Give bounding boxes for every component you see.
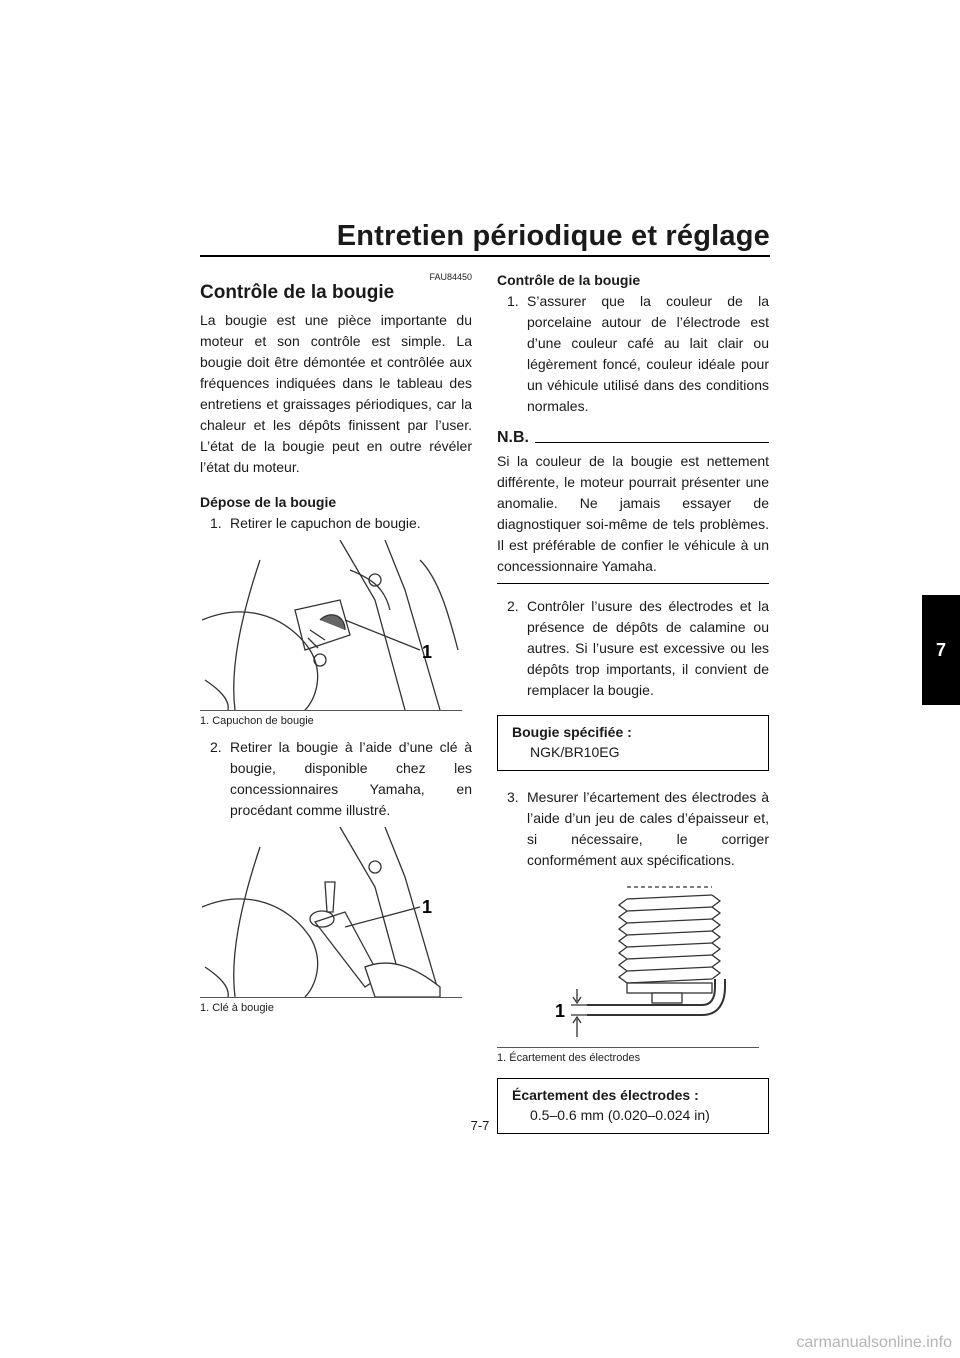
inspection-heading: Contrôle de la bougie (497, 272, 641, 288)
figure-1-caption: 1. Capuchon de bougie (200, 715, 314, 727)
spec-spark-plug-value: NGK/BR10EG (530, 744, 620, 760)
figure-2-callout: 1 (422, 897, 433, 917)
figure-spark-plug-cap (200, 540, 462, 711)
nb-text: Si la couleur de la bougie est nettement différente, le moteur pourrait présenter une anomalie. Ne jamais essayer de diagnostiquer soi-même de tels problèmes. Il est préférable de confier le véhicule à un concessionnaire Yamaha. (497, 453, 769, 574)
figure-2-caption: 1. Clé à bougie (200, 1002, 274, 1014)
spark-plug-wrench-illustration (200, 827, 462, 997)
spark-plug-cap-illustration (200, 540, 462, 710)
removal-steps-continued (200, 737, 472, 821)
nb-header (497, 429, 769, 447)
inspection-steps (497, 291, 769, 417)
section-code: FAU84450 (429, 272, 472, 282)
figure-1-callout: 1 (422, 642, 433, 662)
spec-electrode-gap-title: Écartement des électrodes : (512, 1087, 699, 1103)
inspection-steps-final (497, 787, 769, 871)
page-header-title: Entretien périodique et réglage (336, 220, 770, 252)
nb-end-rule (497, 583, 769, 584)
removal-steps (200, 513, 472, 534)
removal-step-1: 1. Retirer le capuchon de bougie. (210, 515, 421, 531)
left-column (200, 270, 472, 1024)
spec-box-spark-plug (497, 715, 769, 771)
header-rule (200, 255, 770, 257)
figure-spark-plug-wrench (200, 827, 462, 998)
intro-paragraph: La bougie est une pièce importante du moteur et son contrôle est simple. La bougie doit être démontée et contrôlée aux fréquences indiquées dans le tableau des entretiens et graissages périodiques, car la chaleur et les dépôts finissent par l’user. L’état de la bougie peut en outre révéler l’état du moteur. (200, 312, 472, 475)
nb-label: N.B. (497, 429, 529, 446)
right-column (497, 270, 769, 1150)
removal-heading: Dépose de la bougie (200, 494, 337, 510)
page-number: 7-7 (470, 1118, 490, 1133)
spec-spark-plug-title: Bougie spécifiée : (512, 724, 632, 740)
removal-step-2: 2. Retirer la bougie à l’aide d’une clé à bougie, disponible chez les concessionnaires Yamaha, en procédant comme illustré. (210, 739, 472, 818)
inspection-step-3: 3. Mesurer l’écartement des électrodes à l’aide d’un jeu de cales d’épaisseur et, si nécessaire, le corriger conformément aux spécifications. (507, 789, 769, 868)
watermark: carmanualsonline.info (796, 1334, 952, 1351)
inspection-step-1: 1. S’assurer que la couleur de la porcelaine autour de l’électrode est d’une couleur café au lait clair ou légèrement foncé, couleur idéale pour un véhicule utilisé dans des conditions normales. (507, 293, 769, 414)
electrode-gap-illustration (497, 877, 759, 1047)
figure-3-callout: 1 (555, 1001, 566, 1021)
chapter-tab[interactable]: 7 (922, 595, 960, 705)
section-title: Contrôle de la bougie (200, 282, 395, 303)
inspection-step-2: 2. Contrôler l’usure des électrodes et la présence de dépôts de calamine ou autres. Si l’usure est excessive ou les dépôts trop importants, il convient de remplacer la bougie. (507, 598, 769, 698)
figure-3-caption: 1. Écartement des électrodes (497, 1052, 641, 1064)
figure-electrode-gap (497, 877, 759, 1048)
spec-electrode-gap-value: 0.5–0.6 mm (0.020–0.024 in) (530, 1107, 710, 1123)
inspection-steps-continued (497, 596, 769, 701)
